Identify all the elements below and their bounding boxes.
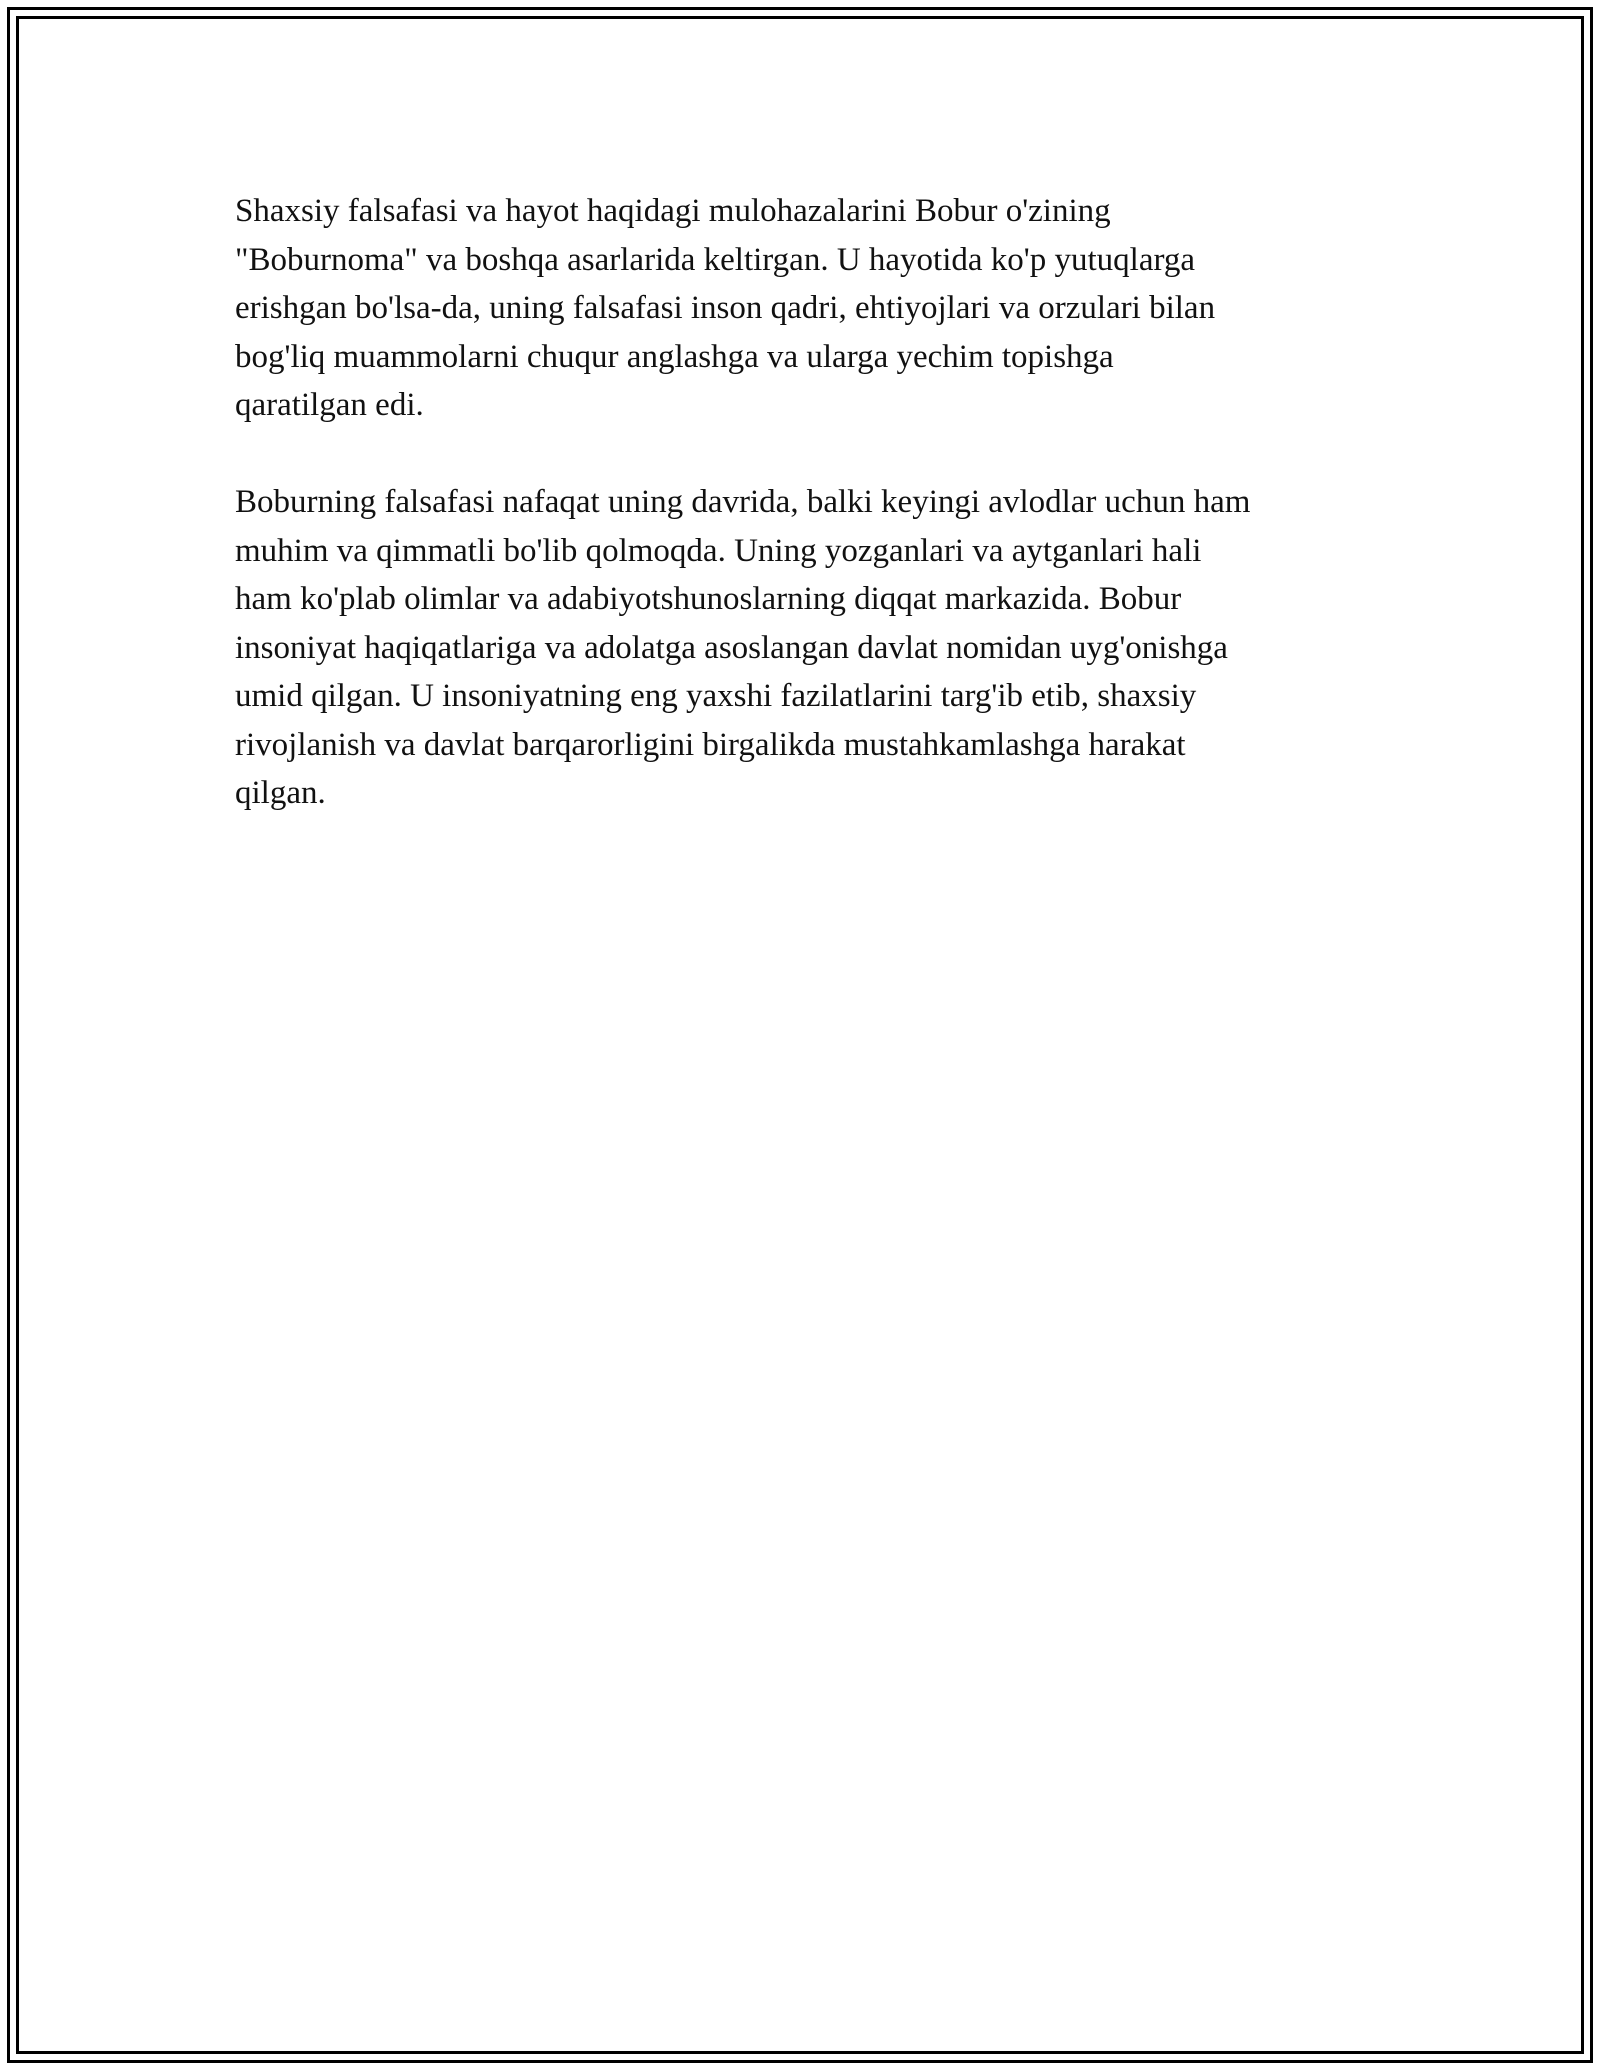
document-body — [235, 187, 1385, 866]
paragraph-2 — [235, 478, 1385, 818]
text-line: "Boburnoma" va boshqa asarlarida keltirgan. U hayotida ko'p yutuqlarga — [235, 241, 1196, 278]
paragraph-1 — [235, 187, 1385, 430]
text-line: qilgan. — [235, 775, 326, 811]
text-line: erishgan bo'lsa-da, uning falsafasi inson qadri, ehtiyojlari va orzulari bilan — [235, 290, 1216, 326]
text-line: bog'liq muammolarni chuqur anglashga va ularga yechim topishga — [235, 338, 1114, 375]
text-line: umid qilgan. U insoniyatning eng yaxshi fazilatlarini targ'ib etib, shaxsiy — [235, 678, 1197, 714]
text-line: qaratilgan edi. — [235, 387, 424, 423]
text-line: insoniyat haqiqatlariga va adolatga asoslangan davlat nomidan uyg'onishga — [235, 629, 1228, 666]
text-line: rivojlanish va davlat barqarorligini birgalikda mustahkamlashga harakat — [235, 726, 1186, 763]
text-line: Shaxsiy falsafasi va hayot haqidagi mulohazalarini Bobur o'zining — [235, 193, 1111, 229]
text-line: muhim va qimmatli bo'lib qolmoqda. Uning yozganlari va aytganlari hali — [235, 532, 1202, 569]
text-line: ham ko'plab olimlar va adabiyotshunoslarning diqqat markazida. Bobur — [235, 581, 1182, 617]
text-line: Boburning falsafasi nafaqat uning davrida, balki keyingi avlodlar uchun ham — [235, 484, 1251, 520]
